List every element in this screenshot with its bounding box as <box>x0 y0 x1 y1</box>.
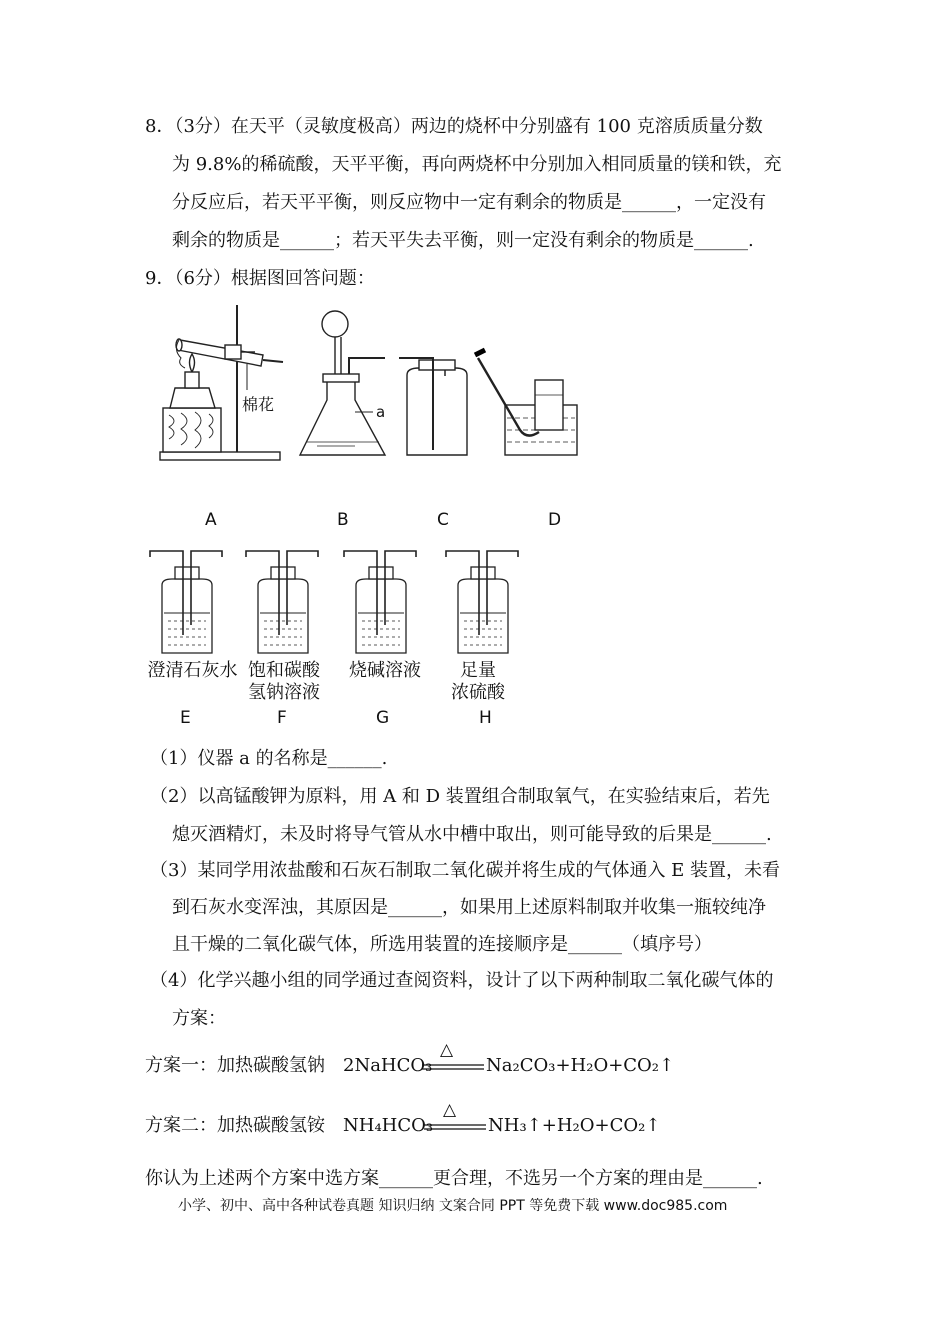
q8-line-2: 为 9.8%的稀硫酸，天平平衡，再向两烧杯中分别加入相同质量的镁和铁，充 <box>172 154 782 175</box>
plan2-products: NH₃↑+H₂O+CO₂↑ <box>488 1115 661 1136</box>
caption-g: 烧碱溶液 <box>349 660 421 681</box>
plan2-heat-symbol: △ <box>443 1100 457 1120</box>
q9-title: 9．（6分）根据图回答问题： <box>145 268 375 289</box>
q8-line-4: 剩余的物质是______；若天平失去平衡，则一定没有剩余的物质是______. <box>172 230 754 251</box>
plan1-equal-sign <box>422 1064 484 1072</box>
label-d: D <box>548 510 562 530</box>
wash-bottle-e <box>150 551 222 653</box>
apparatus-c <box>399 358 467 455</box>
plan1-heat-symbol: △ <box>440 1040 454 1060</box>
q9-part-1: （1）仪器 a 的名称是______. <box>150 748 388 769</box>
label-c: C <box>437 510 449 530</box>
wash-bottles-figure <box>148 545 528 660</box>
label-h: H <box>479 708 492 728</box>
apparatus-a <box>160 305 283 460</box>
q9-part-2-line-1: （2）以高锰酸钾为原料，用 A 和 D 装置组合制取氧气，在实验结束后，若先 <box>150 786 770 807</box>
page-footer: 小学、初中、高中各种试卷真题 知识归纳 文案合同 PPT 等免费下载 www.doc985.com <box>178 1198 728 1214</box>
q9-part-4-line-2: 方案： <box>172 1008 226 1029</box>
wash-bottle-f <box>246 551 318 653</box>
plan2-label: 方案二：加热碳酸氢铵 <box>145 1115 325 1136</box>
caption-f: 饱和碳酸 氢钠溶液 <box>248 660 320 703</box>
cotton-label: 棉花 <box>242 395 275 414</box>
label-b: B <box>337 510 349 530</box>
q8-line-3: 分反应后，若天平平衡，则反应物中一定有剩余的物质是______，一定没有 <box>172 192 766 213</box>
q9-conclusion: 你认为上述两个方案中选方案______更合理，不选另一个方案的理由是______. <box>145 1168 763 1189</box>
q9-part-3-line-3: 且干燥的二氧化碳气体，所选用装置的连接顺序是______（填序号） <box>172 934 712 955</box>
caption-e: 澄清石灰水 <box>147 660 238 681</box>
q8-line-1: 8．（3分）在天平（灵敏度极高）两边的烧杯中分别盛有 100 克溶质质量分数 <box>145 116 763 137</box>
q9-part-3-line-1: （3）某同学用浓盐酸和石灰石制取二氧化碳并将生成的气体通入 E 装置，未看 <box>150 860 781 881</box>
apparatus-b <box>300 311 385 455</box>
apparatus-d <box>475 350 577 455</box>
caption-h: 足量 浓硫酸 <box>451 660 505 703</box>
q9-part-2-line-2: 熄灭酒精灯，未及时将导气管从水中槽中取出，则可能导致的后果是______. <box>172 824 772 845</box>
q9-part-4-line-1: （4）化学兴趣小组的同学通过查阅资料，设计了以下两种制取二氧化碳气体的 <box>150 970 774 991</box>
label-f: F <box>277 708 287 728</box>
instrument-a-label: a <box>376 403 386 421</box>
plan2-reactant: NH₄HCO₃ <box>343 1115 434 1136</box>
wash-bottle-h <box>446 551 518 653</box>
label-e: E <box>180 708 191 728</box>
plan1-label: 方案一：加热碳酸氢钠 <box>145 1055 325 1076</box>
plan1-products: Na₂CO₃+H₂O+CO₂↑ <box>486 1055 675 1076</box>
plan2-equal-sign <box>424 1124 486 1132</box>
apparatus-figure-top <box>155 300 575 470</box>
plan1-reactant: 2NaHCO₃ <box>343 1055 433 1076</box>
label-g: G <box>376 708 390 728</box>
label-a: A <box>205 510 217 530</box>
q9-part-3-line-2: 到石灰水变浑浊，其原因是______，如果用上述原料制取并收集一瓶较纯净 <box>172 897 766 918</box>
wash-bottle-g <box>344 551 416 653</box>
